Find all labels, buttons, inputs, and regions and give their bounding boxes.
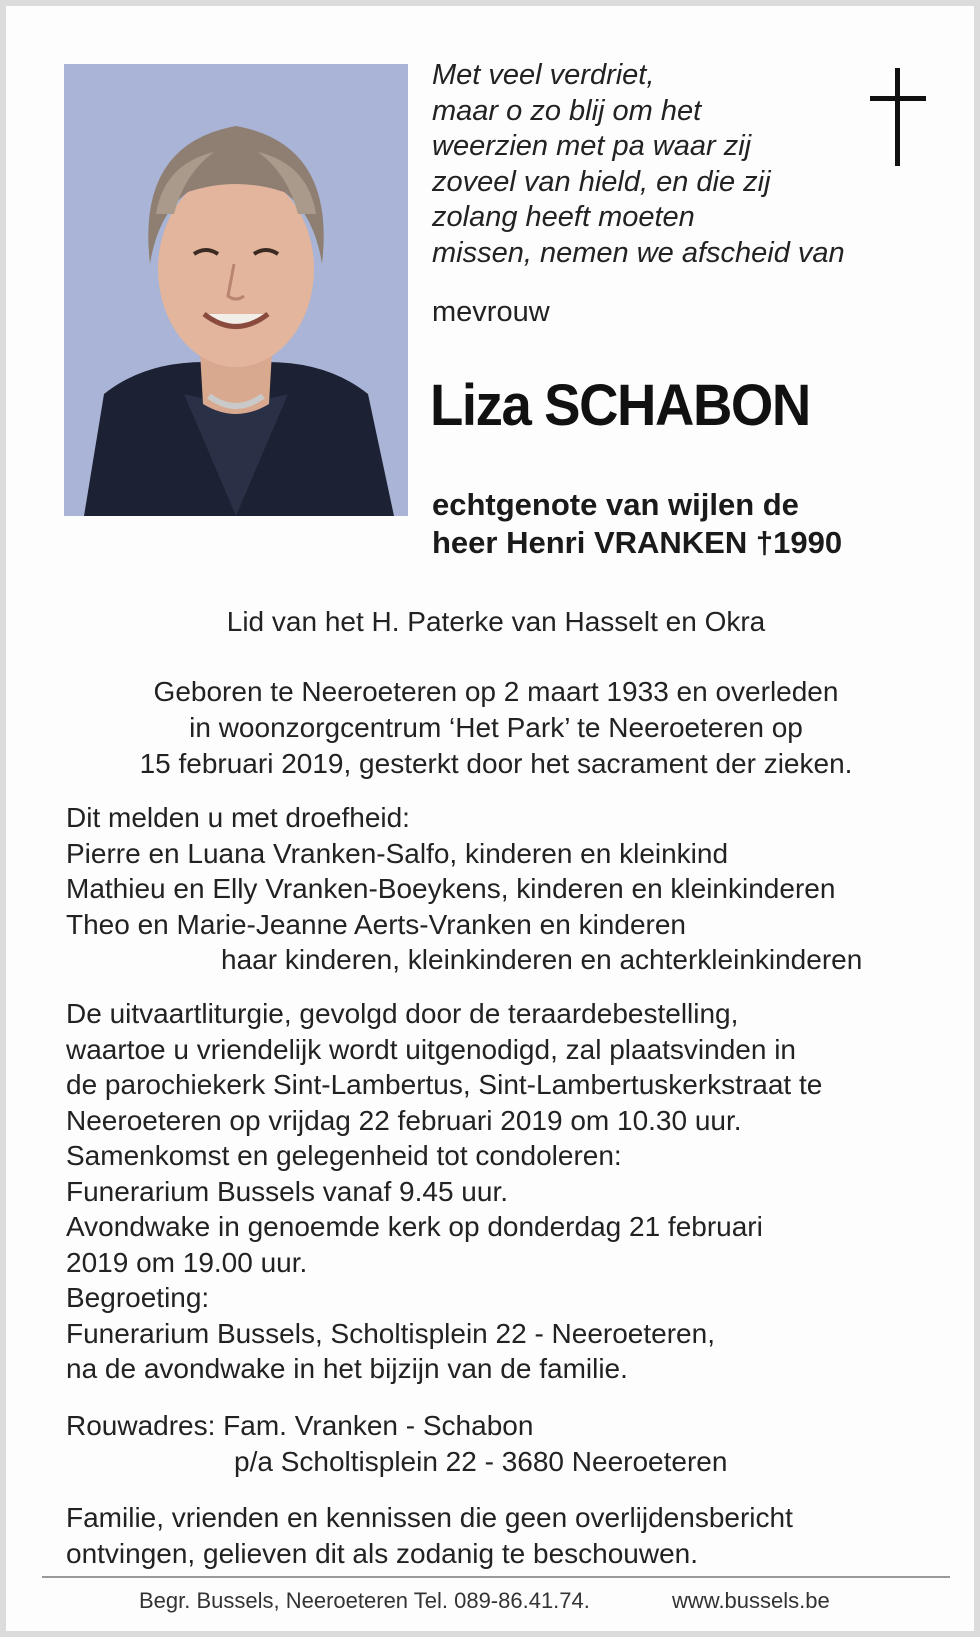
announcers (66, 800, 862, 978)
verse-line: weerzien met pa waar zij (432, 130, 752, 162)
address-line: Rouwadres: Fam. Vranken - Schabon (66, 1410, 534, 1441)
footer-divider (42, 1576, 950, 1578)
membership: Lid van het H. Paterke van Hasselt en Okra (226, 606, 766, 637)
funeral-line: 2019 om 19.00 uur. (66, 1246, 308, 1278)
closing-note (66, 1500, 793, 1571)
birth-death-line: in woonzorgcentrum ‘Het Park’ te Neeroeteren op (189, 712, 803, 743)
funeral-line: Begroeting: (66, 1282, 210, 1313)
closing-line: Familie, vrienden en kennissen die geen overlijdensbericht (66, 1502, 793, 1533)
announcer-line: Mathieu en Elly Vranken-Boeykens, kinderen en kleinkinderen (66, 873, 836, 904)
verse-line: zoveel van hield, en die zij (432, 165, 771, 198)
spouse-line: echtgenote van wijlen de (432, 487, 799, 522)
announcers-intro: Dit melden u met droefheid: (66, 802, 410, 833)
funeral-line: Avondwake in genoemde kerk op donderdag 21 februari (66, 1211, 763, 1242)
funeral-line: Funerarium Bussels vanaf 9.45 uur. (66, 1175, 509, 1207)
funeral-details (66, 996, 822, 1387)
verse-line: Met veel verdriet, (432, 59, 655, 91)
opening-verse (432, 58, 845, 271)
spouse-line: heer Henri VRANKEN †1990 (432, 525, 843, 560)
website-link[interactable]: www.bussels.be (672, 1588, 830, 1613)
cross-icon (868, 68, 928, 166)
announcer-indented-line: haar kinderen, kleinkinderen en achterkleinkinderen (221, 944, 863, 975)
mourning-address (66, 1408, 727, 1479)
birth-death-line: 15 februari 2019, gesterkt door het sacrament der zieken. (139, 748, 853, 779)
funeral-line: Neeroeteren op vrijdag 22 februari 2019 om 10.30 uur. (66, 1104, 742, 1136)
announcer-line: Theo en Marie-Jeanne Aerts-Vranken en kinderen (66, 908, 686, 940)
verse-line: zolang heeft moeten (432, 201, 695, 233)
verse-line: missen, nemen we afscheid van (432, 236, 845, 269)
funeral-line: na de avondwake in het bijzijn van de familie. (66, 1353, 628, 1384)
announcer-line: Pierre en Luana Vranken-Salfo, kinderen en kleinkind (66, 837, 729, 869)
birth-death-info (26, 674, 966, 782)
funeral-line: De uitvaartliturgie, gevolgd door de teraardebestelling, (66, 998, 739, 1029)
portrait-illustration (64, 64, 408, 516)
funeral-line: waartoe u vriendelijk wordt uitgenodigd, zal plaatsvinden in (66, 1033, 796, 1065)
undertaker-contact: Begr. Bussels, Neeroeteren Tel. 089-86.41.74. (139, 1588, 590, 1613)
funeral-line: de parochiekerk Sint-Lambertus, Sint-Lambertuskerkstraat te (66, 1069, 823, 1100)
closing-line: ontvingen, gelieven dit als zodanig te beschouwen. (66, 1537, 698, 1569)
deceased-name: Liza SCHABON (430, 373, 810, 438)
birth-death-line: Geboren te Neeroeteren op 2 maart 1933 en overleden (153, 676, 839, 707)
title-word: mevrouw (432, 296, 550, 328)
funeral-line: Funerarium Bussels, Scholtisplein 22 - Neeroeteren, (66, 1317, 715, 1349)
verse-line: maar o zo blij om het (432, 94, 702, 127)
address-line: p/a Scholtisplein 22 - 3680 Neeroeteren (234, 1445, 728, 1477)
spouse-info (432, 486, 842, 562)
portrait-photo (64, 64, 408, 516)
funeral-line: Samenkomst en gelegenheid tot condoleren: (66, 1140, 622, 1171)
